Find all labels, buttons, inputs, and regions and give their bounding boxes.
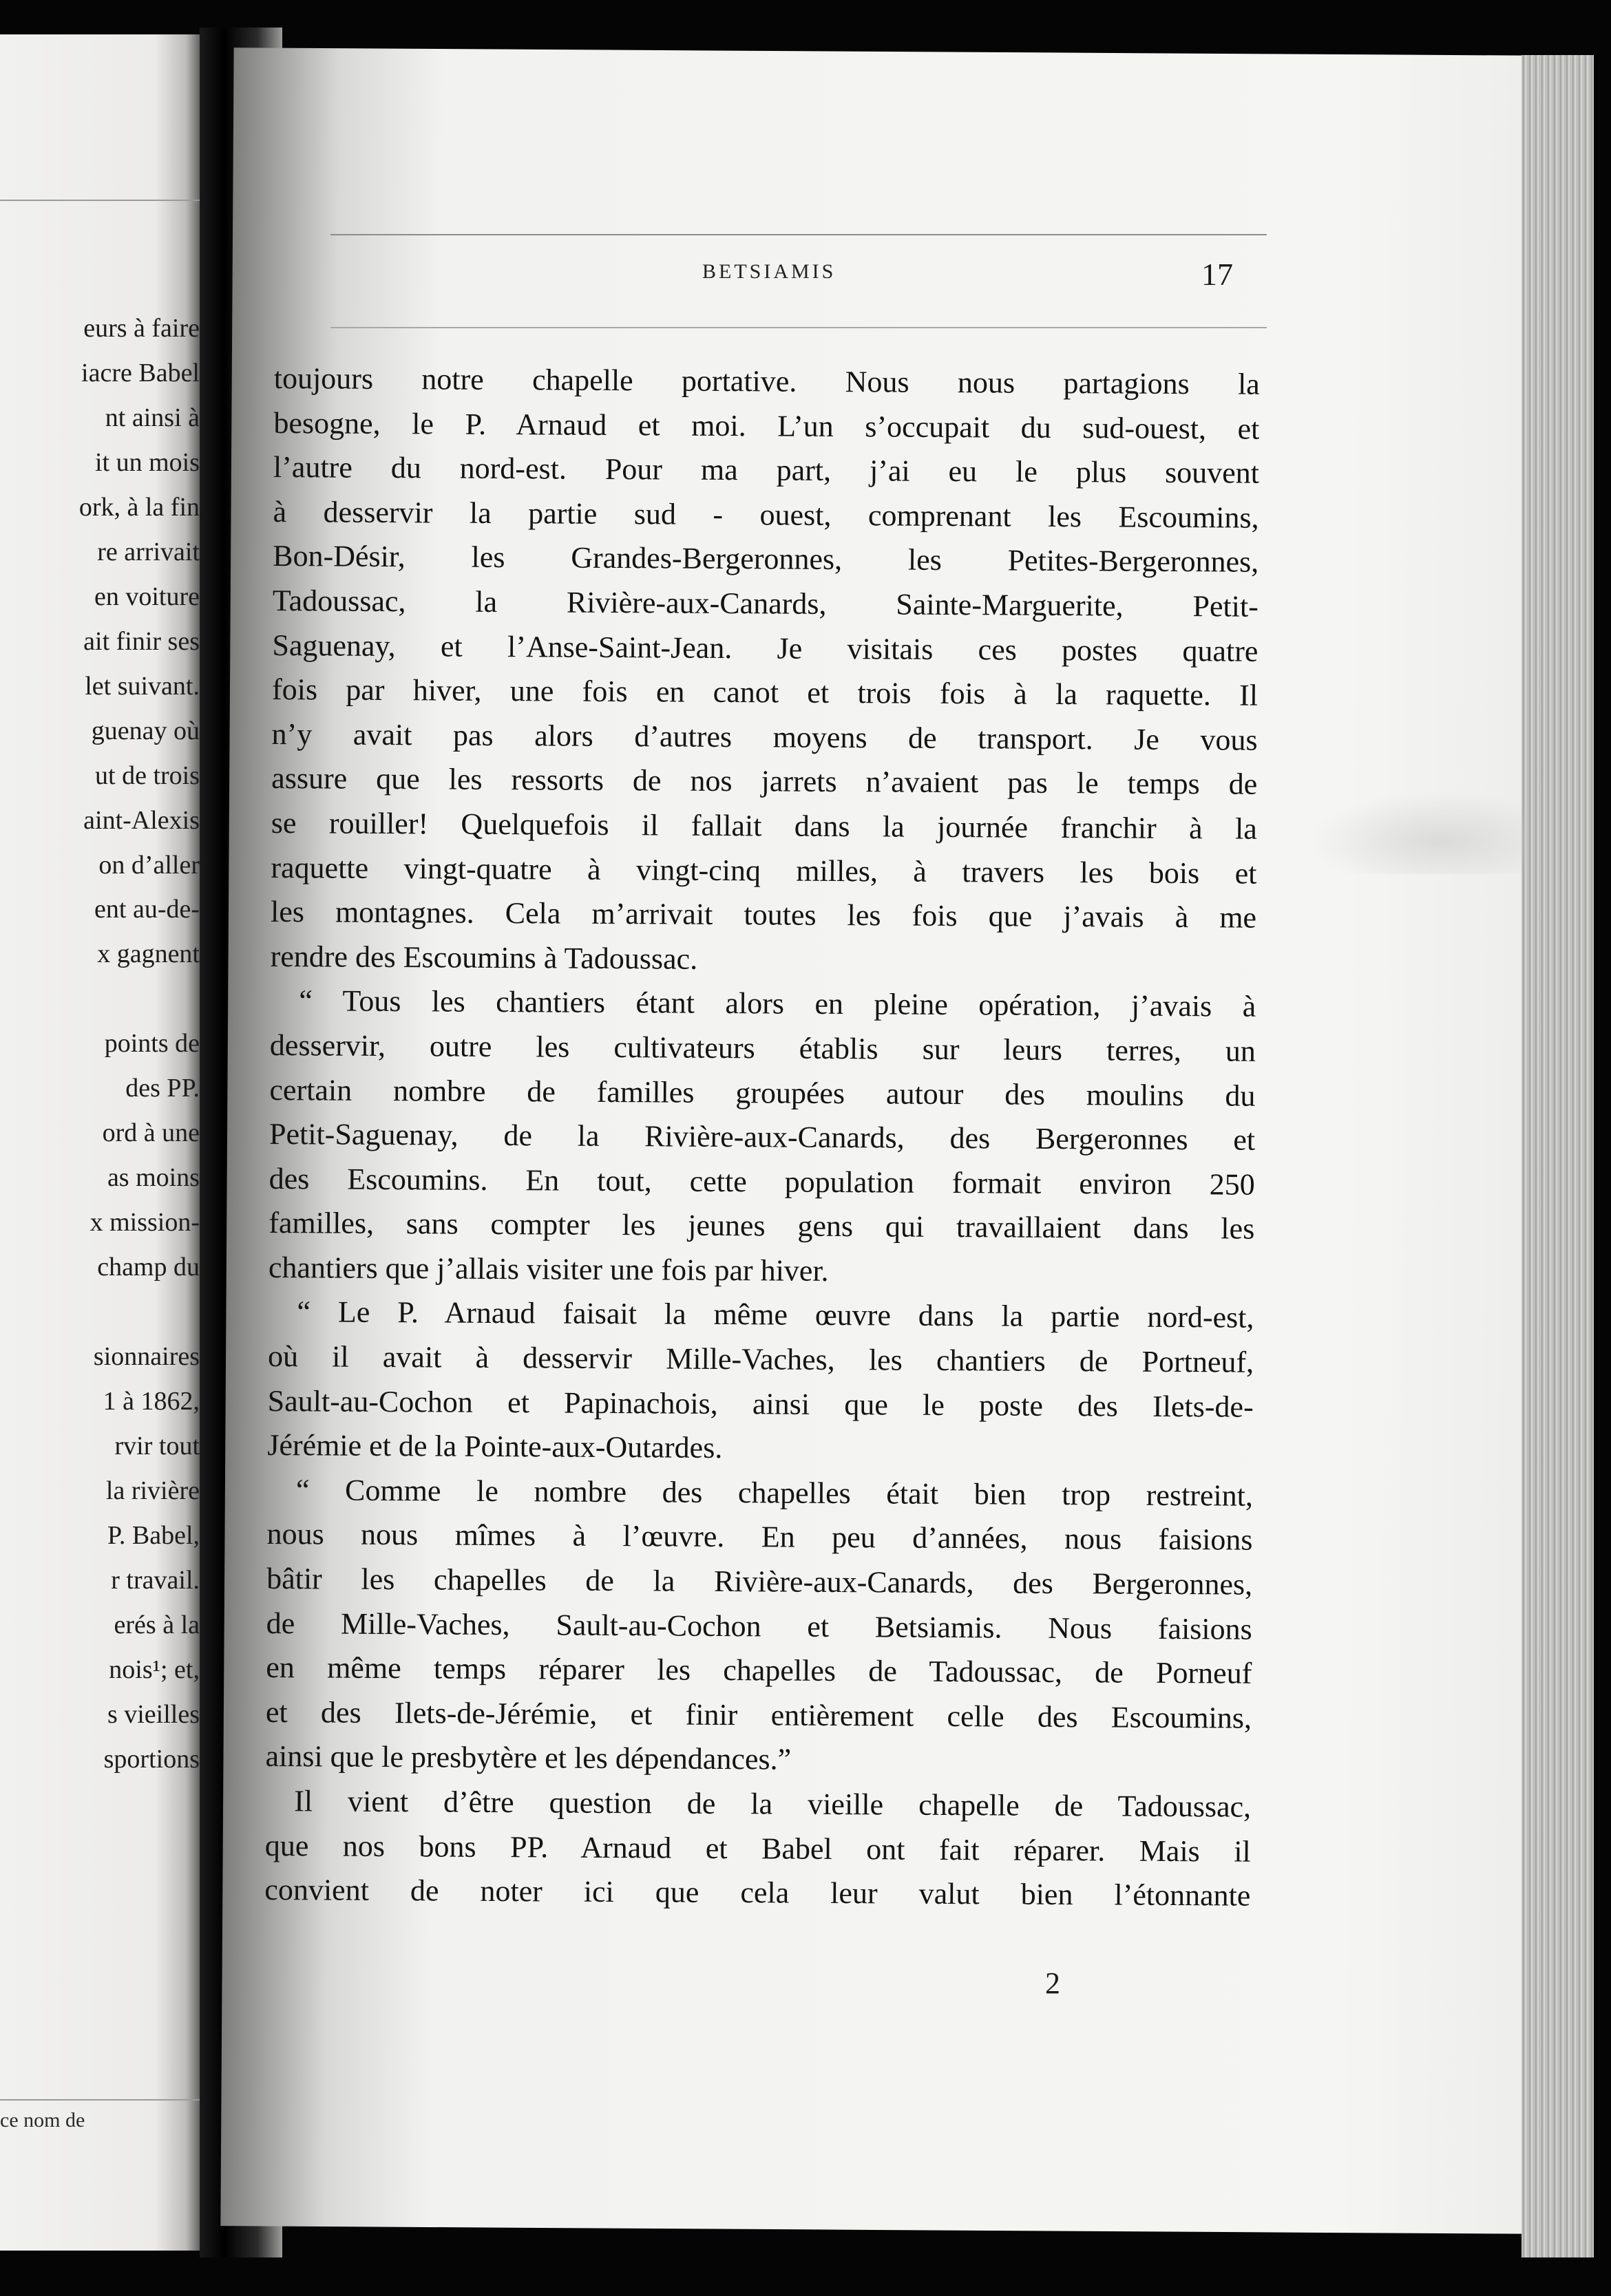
text-line: de Mille-Vaches, Sault-au-Cochon et Betsiamis. Nous faisions: [266, 1606, 1252, 1646]
left-text-line: la rivière: [105, 1476, 200, 1505]
text-line: fois par hiver, une fois en canot et trois fois à la raquette. Il: [271, 672, 1259, 712]
left-text-line: eurs à faire: [83, 314, 200, 343]
left-text-line: re arrivait: [97, 537, 200, 566]
text-line: l’autre du nord-est. Pour ma part, j’ai eu le plus souvent: [273, 450, 1260, 490]
text-line: Sault-au-Cochon et Papinachois, ainsi que le poste des Ilets-de-: [267, 1383, 1254, 1424]
left-page-rule: [0, 200, 200, 201]
header-sub-rule: [330, 327, 1267, 328]
left-footnote: ce nom de: [0, 2109, 85, 2132]
text-line: certain nombre de familles groupées autour des moulins du: [269, 1072, 1256, 1113]
left-text-line: nois¹; et,: [109, 1655, 200, 1684]
left-text-line: ord à une: [102, 1118, 200, 1148]
text-line: convient de noter ici que cela leur valut bien l’étonnante: [264, 1873, 1251, 1913]
text-line: “ Le P. Arnaud faisait la même œuvre dans la partie nord-est,: [297, 1295, 1254, 1335]
left-text-line: let suivant.: [85, 671, 200, 701]
page-number: 17: [1201, 257, 1233, 292]
text-line: raquette vingt-quatre à vingt-cinq milles, à travers les bois et: [271, 850, 1257, 891]
left-text-line: s vieilles: [107, 1699, 200, 1729]
left-text-line: P. Babel,: [107, 1520, 200, 1550]
text-line: Jérémie et de la Pointe-aux-Outardes.: [267, 1428, 723, 1465]
text-line: et des Ilets-de-Jérémie, et finir entièrement celle des Escoumins,: [265, 1694, 1252, 1735]
text-line: nous nous mîmes à l’œuvre. En peu d’années, nous faisions: [266, 1517, 1253, 1558]
text-line: toujours notre chapelle portative. Nous nous partagions la: [273, 361, 1260, 401]
left-text-line: guenay où: [91, 716, 200, 745]
left-text-line: 1 à 1862,: [103, 1387, 200, 1416]
text-line: en même temps réparer les chapelles de Tadoussac, de Porneuf: [266, 1650, 1252, 1690]
left-text-line: r travail.: [111, 1565, 200, 1595]
left-text-line: sionnaires: [93, 1342, 200, 1372]
text-line: Saguenay, et l’Anse-Saint-Jean. Je visitais ces postes quatre: [272, 628, 1259, 668]
left-text-line: sportions: [103, 1744, 200, 1774]
left-text-line: x mission-: [90, 1208, 200, 1237]
signature-mark: 2: [1045, 1966, 1060, 2000]
left-text-line: nt ainsi à: [105, 403, 200, 432]
text-line: à desservir la partie sud - ouest, comprenant les Escoumins,: [273, 494, 1259, 535]
left-text-line: x gagnent: [97, 939, 200, 969]
text-line: Petit-Saguenay, de la Rivière-aux-Canards, des Bergeronnes et: [268, 1117, 1256, 1157]
text-line: rendre des Escoumins à Tadoussac.: [270, 939, 698, 976]
left-text-line: en voiture: [94, 582, 200, 611]
text-line: Il vient d’être question de la vieille chapelle de Tadoussac,: [294, 1784, 1252, 1824]
text-line: se rouiller! Quelquefois il fallait dans la journée franchir à la: [271, 805, 1257, 846]
text-line: desservir, outre les cultivateurs établis sur leurs terres, un: [269, 1028, 1256, 1068]
left-text-line: it un mois: [94, 447, 200, 477]
text-line: où il avait à desservir Mille-Vaches, les chantiers de Portneuf,: [267, 1339, 1254, 1379]
left-text-line: on d’aller: [98, 850, 200, 880]
text-line: ainsi que le presbytère et les dépendances.”: [265, 1739, 792, 1777]
running-head: BETSIAMIS: [702, 260, 836, 283]
text-line: que nos bons PP. Arnaud et Babel ont fait réparer. Mais il: [264, 1828, 1251, 1869]
text-line: les montagnes. Cela m’arrivait toutes les fois que j’avais à me: [270, 895, 1257, 935]
left-page: [0, 34, 207, 2251]
left-text-line: rvir tout: [114, 1432, 200, 1460]
text-line: bâtir les chapelles de la Rivière-aux-Canards, des Bergeronnes,: [266, 1561, 1253, 1602]
text-line: n’y avait pas alors d’autres moyens de transport. Je vous: [271, 716, 1258, 757]
left-text-line: points de: [104, 1029, 200, 1059]
text-line: Bon-Désir, les Grandes-Bergeronnes, les Petites-Bergeronnes,: [273, 539, 1259, 580]
left-text-line: erés à la: [114, 1610, 200, 1639]
left-text-line: iacre Babel: [81, 358, 200, 387]
left-text-line: ait finir ses: [83, 626, 200, 656]
text-line: des Escoumins. En tout, cette population formait environ 250: [268, 1161, 1255, 1202]
text-line: “ Comme le nombre des chapelles était bien trop restreint,: [295, 1473, 1254, 1513]
left-text-line: ent au-de-: [94, 895, 200, 924]
left-footnote-rule: [0, 2099, 200, 2101]
text-line: “ Tous les chantiers étant alors en pleine opération, j’avais à: [299, 984, 1256, 1024]
water-stain: [1308, 791, 1528, 874]
body-text: [264, 357, 1260, 1918]
text-line: Tadoussac, la Rivière-aux-Canards, Sainte-Marguerite, Petit-: [272, 583, 1259, 624]
left-text-line: champ du: [97, 1253, 200, 1282]
page-edges: [1522, 55, 1594, 2257]
text-line: assure que les ressorts de nos jarrets n’avaient pas le temps de: [271, 761, 1258, 802]
text-line: familles, sans compter les jeunes gens qui travaillaient dans les: [268, 1206, 1255, 1246]
text-line: besogne, le P. Arnaud et moi. L’un s’occupait du sud-ouest, et: [273, 405, 1260, 446]
left-text-line: ut de trois: [95, 761, 200, 790]
left-text-line: ork, à la fin: [78, 492, 200, 522]
left-text-line: as moins: [107, 1163, 200, 1193]
left-text-line: des PP.: [125, 1074, 200, 1103]
left-text-line: aint-Alexis: [83, 805, 200, 835]
text-line: chantiers que j’allais visiter une fois par hiver.: [268, 1250, 829, 1288]
header-rule: [330, 234, 1267, 235]
